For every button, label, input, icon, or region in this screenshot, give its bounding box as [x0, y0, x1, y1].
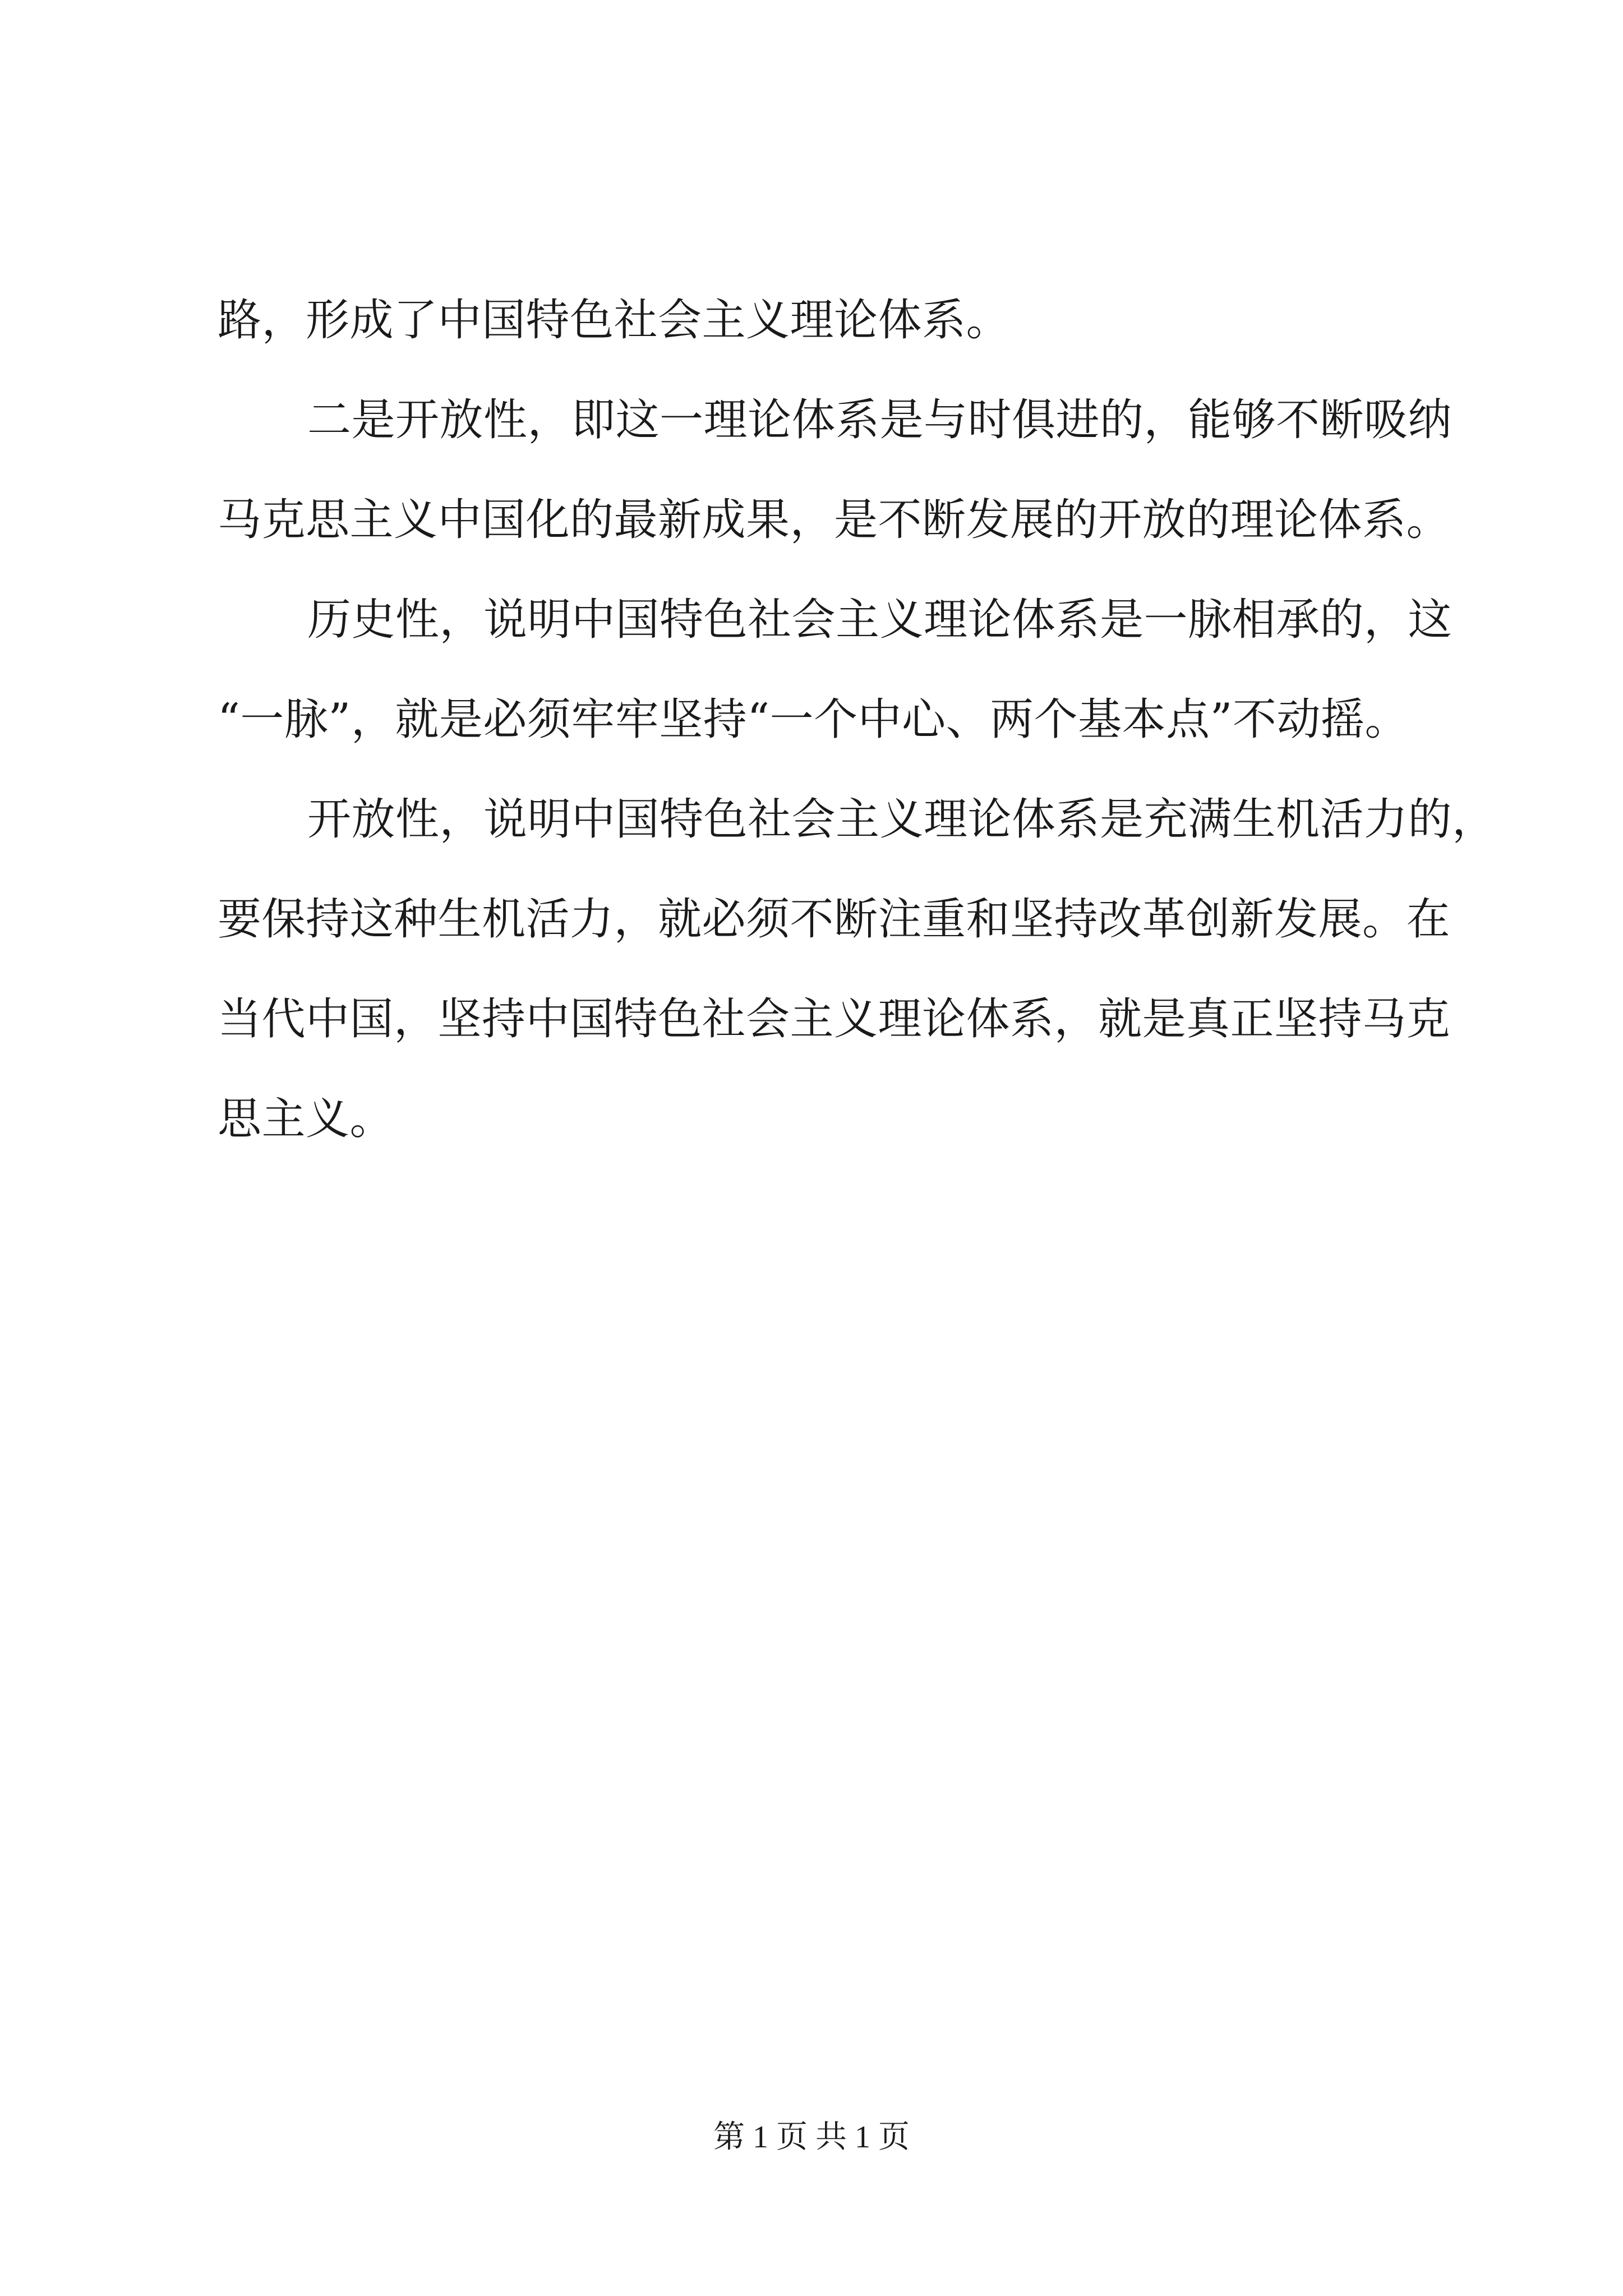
paragraph-4-line-3: 当代中国，坚持中国特色社会主义理论体系，就是真正坚持马克 [218, 994, 1451, 1045]
paragraph-2-line-2: 马克思主义中国化的最新成果，是不断发展的开放的理论体系。 [218, 495, 1451, 545]
page-number-footer: 第 1 页 共 1 页 [713, 2120, 910, 2155]
paragraph-1-line-1: 路，形成了中国特色社会主义理论体系。 [218, 295, 1011, 346]
paragraph-4-line-2: 要保持这种生机活力，就必须不断注重和坚持改革创新发展。在 [218, 894, 1451, 945]
paragraph-4-line-4: 思主义。 [218, 1094, 394, 1144]
document-body [218, 270, 1496, 1169]
paragraph-3-line-1: 历史性，说明中国特色社会主义理论体系是一脉相承的，这 [307, 595, 1453, 645]
paragraph-3-line-2: “一脉”，就是必须牢牢坚持“一个中心、两个基本点”不动摇。 [218, 694, 1409, 745]
paragraph-2-line-1: 二是开放性，即这一理论体系是与时俱进的，能够不断吸纳 [307, 395, 1453, 445]
paragraph-4-line-1: 开放性，说明中国特色社会主义理论体系是充满生机活力的， [307, 794, 1496, 845]
